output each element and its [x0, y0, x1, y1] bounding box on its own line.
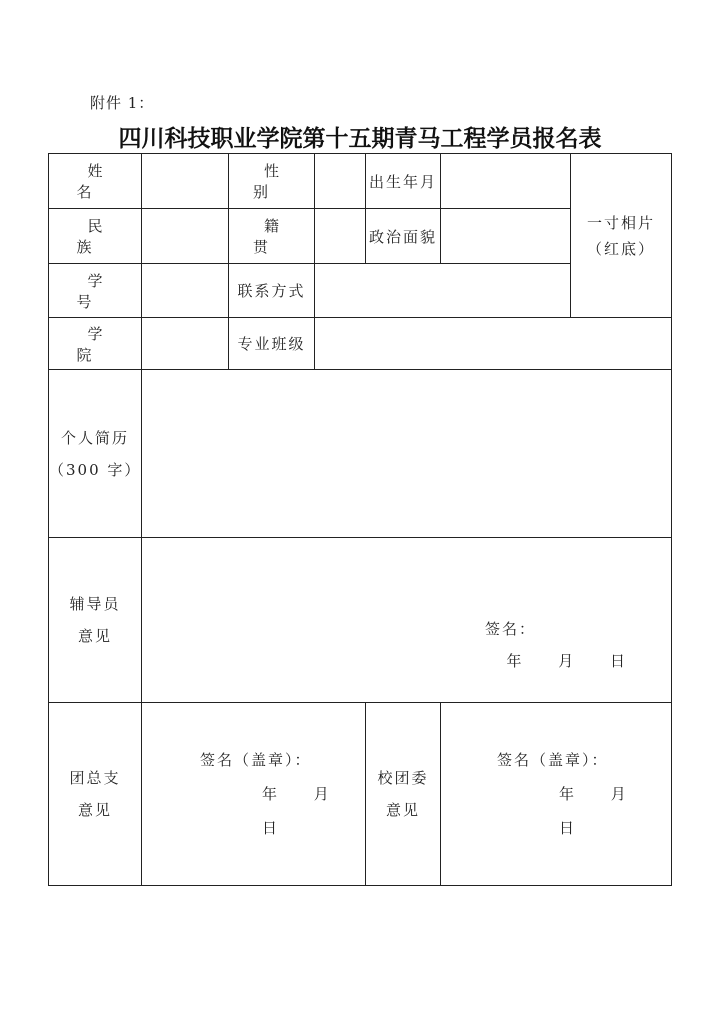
ethnicity-label: 民 族 [49, 209, 142, 264]
student-id-input-cell[interactable] [142, 264, 229, 318]
branch-opinion-label: 团总支 意见 [49, 703, 142, 886]
gender-label: 性 别 [229, 154, 315, 209]
contact-input-cell[interactable] [315, 264, 571, 318]
gender-input-cell[interactable] [315, 154, 366, 209]
hometown-input-cell[interactable] [315, 209, 366, 264]
birth-label: 出生年月 [366, 154, 441, 209]
major-class-label: 专业班级 [229, 318, 315, 370]
branch-signature-label: 签名（盖章）： [200, 751, 312, 769]
photo-background-label: （红底） [587, 239, 656, 258]
major-class-input-cell[interactable] [315, 318, 672, 370]
ethnicity-input-cell[interactable] [142, 209, 229, 264]
branch-opinion-area[interactable] [142, 703, 366, 886]
counselor-opinion-area[interactable] [142, 538, 672, 703]
political-status-label: 政治面貌 [366, 209, 441, 264]
resume-input-area[interactable] [142, 370, 672, 538]
photo-size-label: 一寸相片 [587, 213, 656, 232]
birth-input-cell[interactable] [441, 154, 571, 209]
name-label: 姓 名 [49, 154, 142, 209]
name-input-cell[interactable] [142, 154, 229, 209]
hometown-label: 籍 贯 [229, 209, 315, 264]
registration-form-table [48, 153, 672, 886]
photo-placeholder[interactable] [571, 154, 672, 318]
school-committee-opinion-area[interactable] [441, 703, 672, 886]
school-committee-date-label: 年 月 日 [559, 785, 642, 837]
college-input-cell[interactable] [142, 318, 229, 370]
counselor-signature-label: 签名： [485, 620, 537, 638]
attachment-label: 附件 1： [90, 94, 155, 112]
student-id-label: 学 号 [49, 264, 142, 318]
branch-date-label: 年 月 日 [262, 785, 345, 837]
counselor-opinion-label: 辅导员 意见 [49, 538, 142, 703]
college-label: 学 院 [49, 318, 142, 370]
counselor-date-label: 年 月 日 [506, 652, 642, 670]
political-status-input-cell[interactable] [441, 209, 571, 264]
page-title: 四川科技职业学院第十五期青马工程学员报名表 [118, 125, 602, 152]
resume-label: 个人简历 （300 字） [49, 370, 142, 538]
contact-label: 联系方式 [229, 264, 315, 318]
school-committee-signature-label: 签名（盖章）： [497, 751, 609, 769]
school-committee-opinion-label: 校团委 意见 [366, 703, 441, 886]
